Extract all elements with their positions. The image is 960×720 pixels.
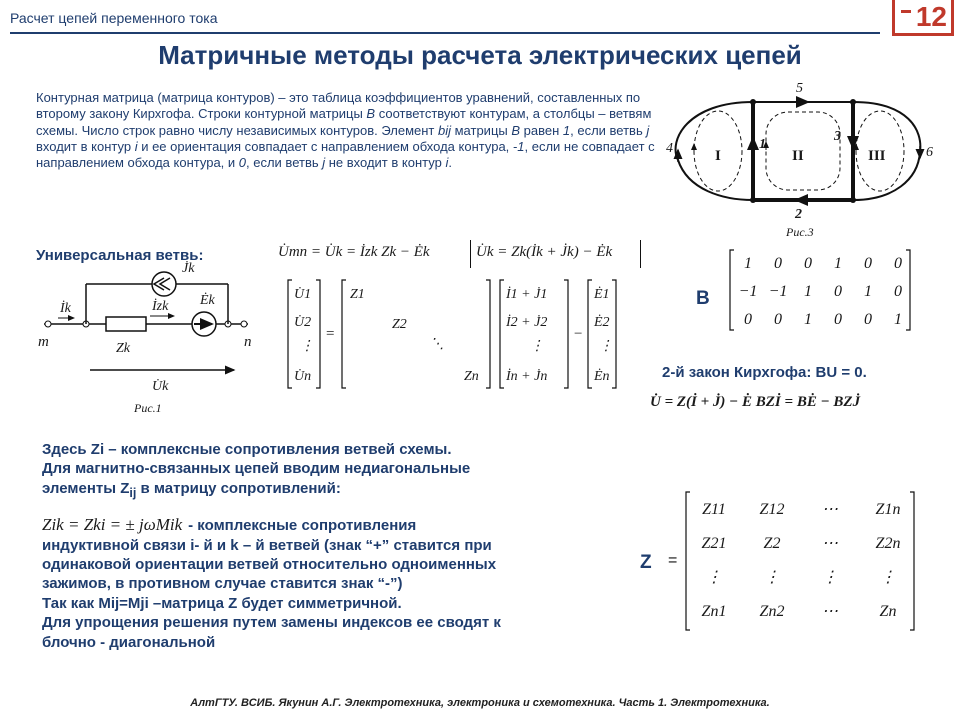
matrix-cell: 0 xyxy=(834,311,842,328)
lower-line-6: одинаковой ориентации ветвей относительно одноименных xyxy=(42,556,497,574)
universal-eq-1: U̇mn = U̇k = İzk Zk − Ėk xyxy=(278,244,430,260)
intro-text: . xyxy=(448,155,452,171)
intro-var: -1 xyxy=(512,138,525,154)
matrix-z xyxy=(684,490,920,632)
course-header: Расчет цепей переменного тока xyxy=(10,10,218,26)
lower-line-2: Для магнитно-связанных цепей вводим недиагональные xyxy=(42,460,471,478)
lower-line-9: Для упрощения решения путем замены индексов ее сводят к xyxy=(42,614,501,632)
terminal-n xyxy=(241,321,247,327)
matrix-cell: 0 xyxy=(864,311,872,328)
ij-col-2: İ2 + J̇2 xyxy=(506,315,548,330)
matrix-cell: 0 xyxy=(894,255,902,272)
universal-branch-diagram xyxy=(34,260,274,420)
branch-label: 4 xyxy=(666,141,673,156)
node-n-label: n xyxy=(244,334,252,350)
matrix-cell: 0 xyxy=(774,255,782,272)
mutual-impedance-eq: Zik = Zki = ± jωMik xyxy=(42,515,183,535)
loop-label: I xyxy=(715,148,721,164)
ij-col-1: İ1 + J̇1 xyxy=(506,287,548,302)
lower-line-1: Здесь Zi – комплексные сопротивления ветвей схемы. xyxy=(42,441,452,458)
minus-sign: − xyxy=(574,326,583,342)
branch-label: 5 xyxy=(796,81,803,96)
kirchhoff-equation: U̇ = Z(İ + J̇) − Ė BZİ = BĖ − BZJ̇ xyxy=(650,394,861,410)
u-col-2: U̇2 xyxy=(294,315,312,330)
lower-line-3a: элементы Z xyxy=(42,479,130,497)
matrix-cell: Z1n xyxy=(875,501,901,518)
matrix-b xyxy=(716,248,916,332)
ij-col-4: İn + J̇n xyxy=(506,369,548,384)
lower-line-7: зажимов, в противном случае ставится знак “-”) xyxy=(42,575,403,593)
intro-text: входит в контур xyxy=(36,138,135,154)
matrix-cell: Z12 xyxy=(759,501,785,518)
matrix-cell: ⋮ xyxy=(706,569,722,586)
page-number xyxy=(892,0,954,36)
figure-caption: Рис.1 xyxy=(134,401,162,415)
intro-var: 0 xyxy=(238,155,247,171)
intro-var: i xyxy=(445,155,449,171)
z-diag-3: ⋱ xyxy=(430,337,444,352)
loop-label: III xyxy=(868,148,886,164)
matrix-cell: 1 xyxy=(834,255,842,272)
equals-sign: = xyxy=(326,326,335,342)
universal-branch-label: Универсальная ветвь: xyxy=(36,247,204,264)
matrix-cell: ⋯ xyxy=(822,603,838,620)
matrix-cell: 1 xyxy=(864,283,872,300)
e-col-4: Ėn xyxy=(594,369,610,384)
circuit-node xyxy=(750,99,756,105)
matrix-cell: Zn2 xyxy=(759,603,785,620)
matrix-cell: 0 xyxy=(774,311,782,328)
matrix-cell: Z11 xyxy=(702,501,726,518)
matrix-z-equals: = xyxy=(668,552,678,569)
mutual-impedance-line xyxy=(42,515,632,535)
intro-var: j xyxy=(646,122,650,138)
matrix-cell: ⋮ xyxy=(822,569,838,586)
kirchhoff-law: 2-й закон Кирхгофа: BU = 0. xyxy=(662,364,867,381)
e-col-2: Ė2 xyxy=(594,315,610,330)
intro-text: равен xyxy=(520,122,563,138)
intro-var: B xyxy=(511,122,521,138)
page-number-text: 12 xyxy=(915,1,947,32)
universal-eq-2: U̇k = Zk(İk + J̇k) − Ėk xyxy=(476,244,613,260)
intro-text: , если не совпадает с направлением обхода контура, и xyxy=(36,138,655,171)
z-diag-1: Z1 xyxy=(350,287,365,302)
matrix-cell: Zn1 xyxy=(701,603,727,620)
current-source-jk xyxy=(152,272,176,296)
intro-paragraph xyxy=(36,90,666,171)
footer: АлтГТУ. ВСИБ. Якунин А.Г. Электротехника, электроника и схемотехника. Часть 1. Электротехника. xyxy=(190,697,770,709)
intro-var: bij xyxy=(437,122,451,138)
matrix-cell: 1 xyxy=(804,283,812,300)
matrix-cell: −1 xyxy=(738,283,758,300)
ek-label: Ėk xyxy=(200,293,215,308)
matrix-cell: 1 xyxy=(894,311,902,328)
lower-text xyxy=(42,440,632,652)
page-title: Матричные методы расчета электрических цепей xyxy=(158,40,802,70)
lower-line-5: индуктивной связи i- й и k – й ветвей (знак “+” ставится при xyxy=(42,536,492,554)
page-badge-mark xyxy=(901,10,911,13)
matrix-z-label: Z xyxy=(640,552,652,573)
u-col-4: U̇n xyxy=(294,369,312,384)
matrix-b-label: B xyxy=(696,288,710,309)
intro-text: соответствуют контурам, а столбцы – ветвям схемы. Число строк равно числу независимых контуров. Элемент xyxy=(36,106,652,138)
matrix-cell: 0 xyxy=(834,283,842,300)
eq-separator xyxy=(470,240,471,268)
matrix-cell: ⋯ xyxy=(822,535,838,552)
circuit-node xyxy=(750,197,756,203)
intro-var: B xyxy=(366,106,376,122)
e-col-1: Ė1 xyxy=(594,287,610,302)
jk-label: J̇k xyxy=(182,261,195,276)
izk-label: İzk xyxy=(152,299,169,314)
lower-line-3 xyxy=(42,479,632,503)
intro-var: i xyxy=(134,138,138,154)
matrix-cell: 1 xyxy=(804,311,812,328)
matrix-equation xyxy=(286,276,616,396)
matrix-cell: 0 xyxy=(744,311,752,328)
circuit-diagram-3 xyxy=(668,80,958,240)
ij-col-3: ⋮ xyxy=(530,339,544,354)
matrix-cell: Z21 xyxy=(701,535,727,552)
figure-caption: Рис.3 xyxy=(786,225,814,239)
lower-line-3b: в матрицу сопротивлений: xyxy=(136,479,341,497)
eq-separator xyxy=(640,240,641,268)
circuit-node xyxy=(850,99,856,105)
uk-label: U̇k xyxy=(152,379,169,394)
e-col-3: ⋮ xyxy=(599,339,613,354)
z-diag-2: Z2 xyxy=(392,317,407,332)
zk-label: Zk xyxy=(116,341,130,356)
lower-line-4: - комплексные сопротивления xyxy=(188,517,417,535)
intro-text: матрицы xyxy=(451,122,512,138)
intro-text: Контурная матрица (матрица контуров) – это таблица коэффициентов уравнений, составленных по второму закону Кирхгофа. Строки контурной матрицы xyxy=(36,90,641,122)
intro-text: и ее ориентация совпадает с направлением обхода контура, xyxy=(137,138,513,154)
u-col-1: U̇1 xyxy=(294,287,312,302)
terminal-m xyxy=(45,321,51,327)
circuit-node xyxy=(850,197,856,203)
lower-line-8: Так как Mij=Mji –матрица Z будет симметричной. xyxy=(42,594,402,612)
matrix-cell: Z2n xyxy=(875,535,901,552)
intro-var: j xyxy=(322,155,326,171)
intro-text: не входит в контур xyxy=(325,155,446,171)
ik-label: İk xyxy=(60,301,71,316)
intro-var: 1 xyxy=(562,122,571,138)
matrix-cell: Zn xyxy=(879,603,897,620)
matrix-cell: 1 xyxy=(744,255,752,272)
matrix-cell: 0 xyxy=(894,283,902,300)
header-divider xyxy=(10,32,880,34)
branch-label: 1 xyxy=(759,137,766,152)
impedance-zk xyxy=(106,317,146,331)
matrix-cell: Z2 xyxy=(763,535,781,552)
matrix-cell: 0 xyxy=(864,255,872,272)
node-m-label: m xyxy=(38,334,49,350)
intro-text: , если ветвь xyxy=(570,122,647,138)
intro-text: , если ветвь xyxy=(246,155,323,171)
branch-label: 6 xyxy=(926,145,933,160)
branch-label: 3 xyxy=(834,129,841,144)
matrix-cell: −1 xyxy=(768,283,788,300)
u-col-3: ⋮ xyxy=(300,339,314,354)
matrix-cell: ⋯ xyxy=(822,501,838,518)
loop-label: II xyxy=(792,148,804,164)
matrix-cell: 0 xyxy=(804,255,812,272)
branch-label: 2 xyxy=(795,207,802,222)
lower-line-10: блочно - диагональной xyxy=(42,633,216,651)
z-diag-4: Zn xyxy=(464,369,479,384)
lower-line-3-sub: ij xyxy=(129,485,137,500)
circuit-wire xyxy=(853,102,920,200)
matrix-cell: ⋮ xyxy=(764,569,780,586)
matrix-cell: ⋮ xyxy=(880,569,896,586)
